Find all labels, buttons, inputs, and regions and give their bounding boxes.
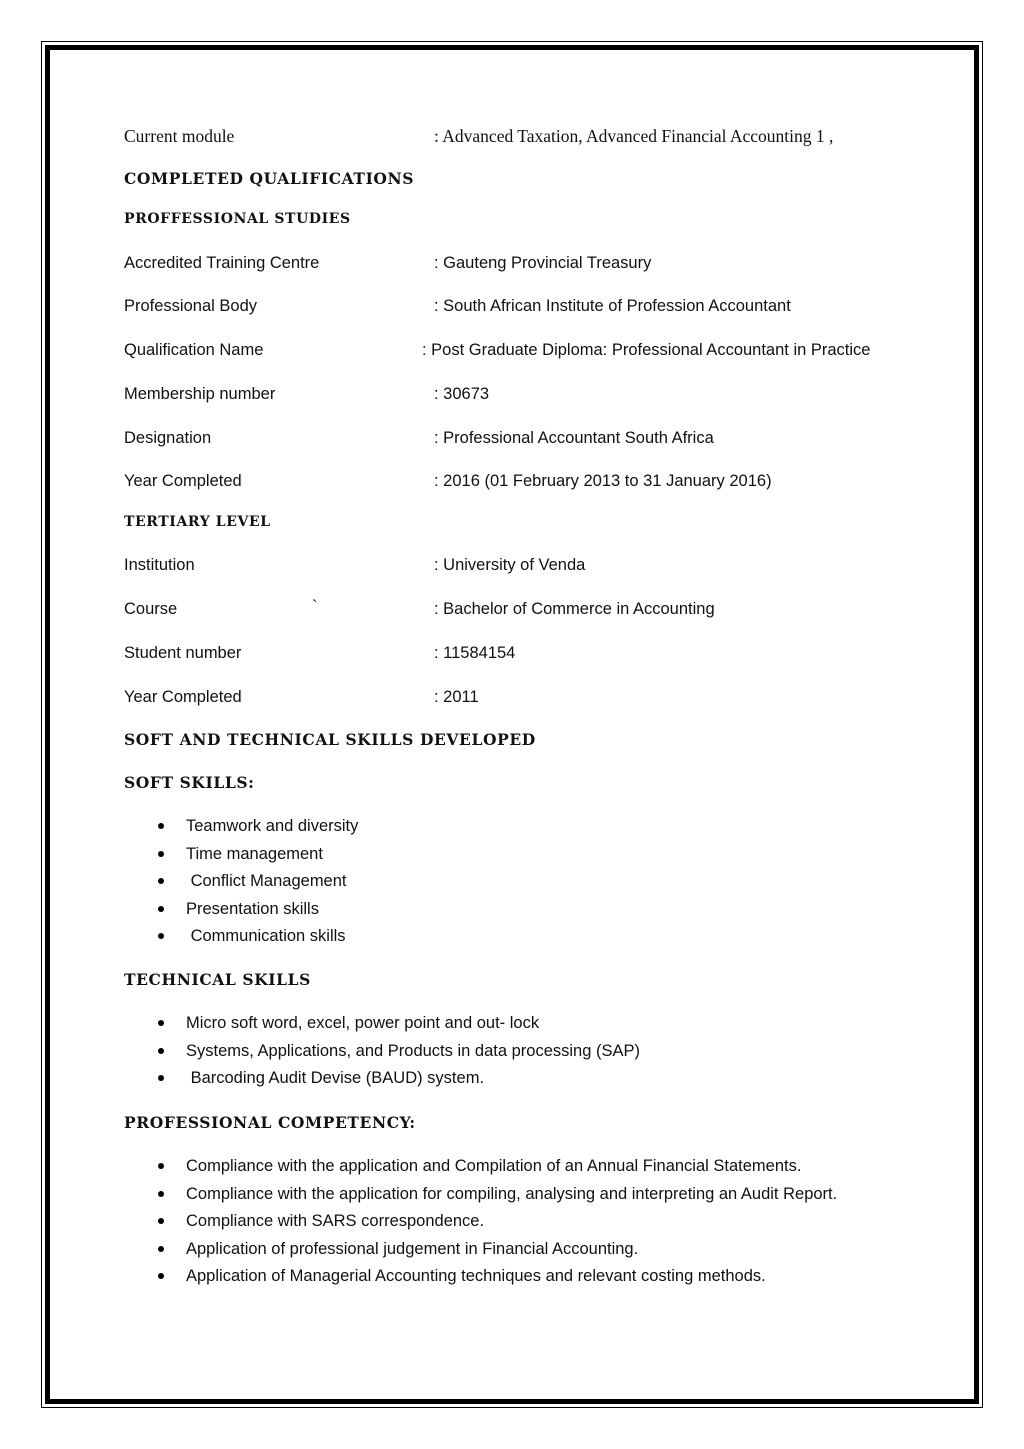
bullet-icon bbox=[158, 1246, 164, 1252]
list-item bbox=[124, 816, 358, 844]
bullet-icon bbox=[158, 1191, 164, 1197]
bullet-icon bbox=[158, 1273, 164, 1279]
field-label: Accredited Training Centre bbox=[124, 254, 320, 272]
bullet-icon bbox=[158, 933, 164, 939]
bullet-icon bbox=[158, 1218, 164, 1224]
list-item bbox=[124, 1266, 837, 1294]
heading-tertiary-level: TERTIARY LEVEL bbox=[124, 514, 271, 530]
heading-professional-competency: PROFESSIONAL COMPETENCY: bbox=[124, 1113, 416, 1132]
list-item-text: Time management bbox=[186, 844, 323, 863]
technical-skills-list bbox=[124, 1013, 640, 1096]
list-item-text: Compliance with the application for compiling, analysing and interpreting an Audit Report. bbox=[186, 1184, 838, 1203]
bullet-icon bbox=[158, 1163, 164, 1169]
bullet-icon bbox=[158, 1048, 164, 1054]
list-item bbox=[124, 844, 358, 872]
list-item bbox=[124, 871, 358, 899]
field-value: : 30673 bbox=[434, 385, 490, 403]
bullet-icon bbox=[158, 1020, 164, 1026]
list-item-text: Systems, Applications, and Products in data processing (SAP) bbox=[186, 1041, 640, 1060]
field-value: : Post Graduate Diploma: Professional Accountant in Practice bbox=[422, 341, 871, 359]
professional-competency-list bbox=[124, 1156, 837, 1294]
list-item bbox=[124, 1041, 640, 1069]
list-item-text: Compliance with the application and Compilation of an Annual Financial Statements. bbox=[186, 1157, 802, 1175]
heading-technical-skills: TECHNICAL SKILLS bbox=[124, 970, 311, 989]
heading-completed-qualifications: COMPLETED QUALIFICATIONS bbox=[124, 169, 415, 188]
list-item-text: Communication skills bbox=[186, 927, 346, 945]
list-item-text: Micro soft word, excel, power point and out- lock bbox=[186, 1014, 540, 1032]
field-label: Institution bbox=[124, 556, 195, 574]
list-item-text: Barcoding Audit Devise (BAUD) system. bbox=[186, 1069, 485, 1087]
list-item bbox=[124, 926, 358, 954]
list-item bbox=[124, 1211, 837, 1239]
field-label: Student number bbox=[124, 644, 242, 662]
current-module-value: : Advanced Taxation, Advanced Financial Accounting 1 , bbox=[434, 126, 834, 146]
field-label: Year Completed bbox=[124, 688, 242, 706]
field-label: Membership number bbox=[124, 385, 276, 403]
list-item bbox=[124, 1184, 837, 1212]
field-value: : 2016 (01 February 2013 to 31 January 2016) bbox=[434, 472, 772, 490]
list-item-text: Compliance with SARS correspondence. bbox=[186, 1212, 485, 1230]
field-value: : 2011 bbox=[434, 688, 479, 706]
bullet-icon bbox=[158, 823, 164, 829]
field-value: : Bachelor of Commerce in Accounting bbox=[434, 600, 715, 618]
bullet-icon bbox=[158, 878, 164, 884]
field-label: Professional Body bbox=[124, 297, 257, 315]
list-item bbox=[124, 1156, 837, 1184]
list-item bbox=[124, 899, 358, 927]
list-item-text: Application of Managerial Accounting techniques and relevant costing methods. bbox=[186, 1267, 766, 1285]
list-item bbox=[124, 1239, 837, 1267]
field-label: Course bbox=[124, 600, 178, 618]
heading-soft-skills: SOFT SKILLS: bbox=[124, 773, 255, 792]
field-value: : South African Institute of Profession Accountant bbox=[434, 297, 791, 315]
field-value: : 11584154 bbox=[434, 644, 516, 662]
field-value: : Gauteng Provincial Treasury bbox=[434, 254, 652, 272]
list-item-text: Presentation skills bbox=[186, 899, 319, 918]
list-item-text: Teamwork and diversity bbox=[186, 817, 359, 835]
soft-skills-list bbox=[124, 816, 358, 954]
heading-professional-studies: PROFFESSIONAL STUDIES bbox=[124, 211, 351, 227]
current-module-label: Current module bbox=[124, 126, 235, 146]
bullet-icon bbox=[158, 851, 164, 857]
list-item bbox=[124, 1013, 640, 1041]
field-label: Year Completed bbox=[124, 472, 242, 490]
bullet-icon bbox=[158, 906, 164, 912]
list-item-text: Conflict Management bbox=[186, 872, 347, 890]
field-value: : University of Venda bbox=[434, 556, 586, 574]
heading-skills-developed: SOFT AND TECHNICAL SKILLS DEVELOPED bbox=[124, 730, 536, 749]
list-item-text: Application of professional judgement in Financial Accounting. bbox=[186, 1239, 639, 1258]
stray-backtick: ` bbox=[312, 598, 318, 616]
bullet-icon bbox=[158, 1075, 164, 1081]
field-label: Qualification Name bbox=[124, 341, 264, 359]
field-value: : Professional Accountant South Africa bbox=[434, 429, 714, 447]
list-item bbox=[124, 1068, 640, 1096]
field-label: Designation bbox=[124, 429, 212, 447]
